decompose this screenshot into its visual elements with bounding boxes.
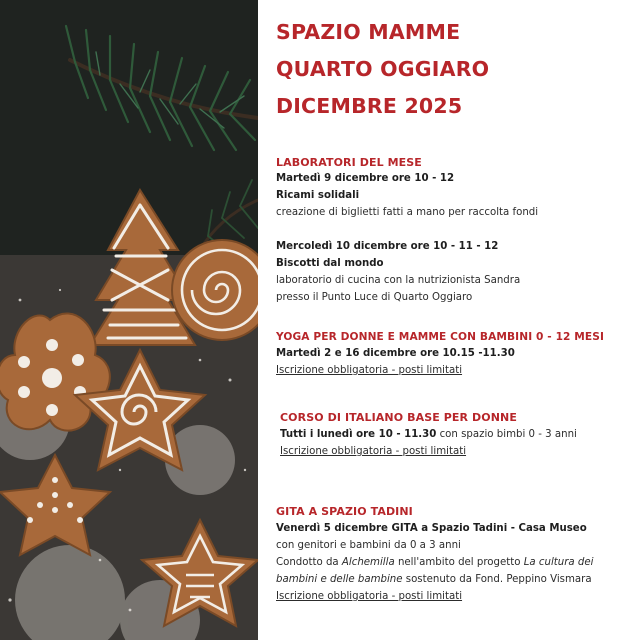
yoga-heading: YOGA PER DONNE E MAMME CON BAMBINI 0 - 12 MESI xyxy=(276,331,605,343)
corso-registration-link[interactable]: Iscrizione obbligatoria - posti limitati xyxy=(280,446,467,457)
laboratori-event1-name: Ricami solidali xyxy=(276,190,360,201)
laboratori-event1-date: Martedì 9 dicembre ore 10 - 12 xyxy=(276,173,455,184)
gingerbread-cookies-illustration xyxy=(0,0,258,640)
gita-registration-link[interactable]: Iscrizione obbligatoria - posti limitati xyxy=(276,591,463,602)
corso-heading: CORSO DI ITALIANO BASE PER DONNE xyxy=(280,411,517,424)
gita-line3-d: La cultura dei xyxy=(523,557,594,568)
gita-line4 xyxy=(276,574,592,585)
laboratori-event2-desc1: laboratorio di cucina con la nutrizionista Sandra xyxy=(276,275,521,286)
gita-line3 xyxy=(276,557,593,568)
corso-date-bold: Tutti i lunedì ore 10 - 11.30 xyxy=(280,429,437,440)
gita-date: Venerdì 5 dicembre GITA a Spazio Tadini - Casa Museo xyxy=(276,523,587,534)
corso-date xyxy=(280,429,577,440)
yoga-date: Martedì 2 e 16 dicembre ore 10.15 -11.30 xyxy=(276,348,515,359)
title-line-3: DICEMBRE 2025 xyxy=(276,94,463,118)
cookies-photo xyxy=(0,0,258,640)
gita-line2: con genitori e bambini da 0 a 3 anni xyxy=(276,540,461,551)
laboratori-event2-name: Biscotti dal mondo xyxy=(276,258,384,269)
gita-heading: GITA A SPAZIO TADINI xyxy=(276,505,413,518)
gita-line4-a: bambini e delle bambine xyxy=(276,574,403,585)
laboratori-event2-desc2: presso il Punto Luce di Quarto Oggiaro xyxy=(276,292,473,303)
gita-line3-c: nell'ambito del progetto xyxy=(394,557,524,568)
yoga-registration-link[interactable]: Iscrizione obbligatoria - posti limitati xyxy=(276,365,463,376)
gita-line3-a: Condotto da xyxy=(276,557,342,568)
laboratori-event1-desc: creazione di biglietti fatti a mano per raccolta fondi xyxy=(276,207,539,218)
corso-date-rest: con spazio bimbi 0 - 3 anni xyxy=(436,429,577,440)
flyer-content xyxy=(258,0,640,640)
laboratori-event2-date: Mercoledì 10 dicembre ore 10 - 11 - 12 xyxy=(276,241,499,252)
gita-line3-b: Alchemilla xyxy=(341,557,395,568)
title-line-2: QUARTO OGGIARO xyxy=(276,57,490,81)
laboratori-heading: LABORATORI DEL MESE xyxy=(276,156,422,169)
title-line-1: SPAZIO MAMME xyxy=(276,20,461,44)
gita-line4-b: sostenuto da Fond. Peppino Vismara xyxy=(402,574,592,585)
